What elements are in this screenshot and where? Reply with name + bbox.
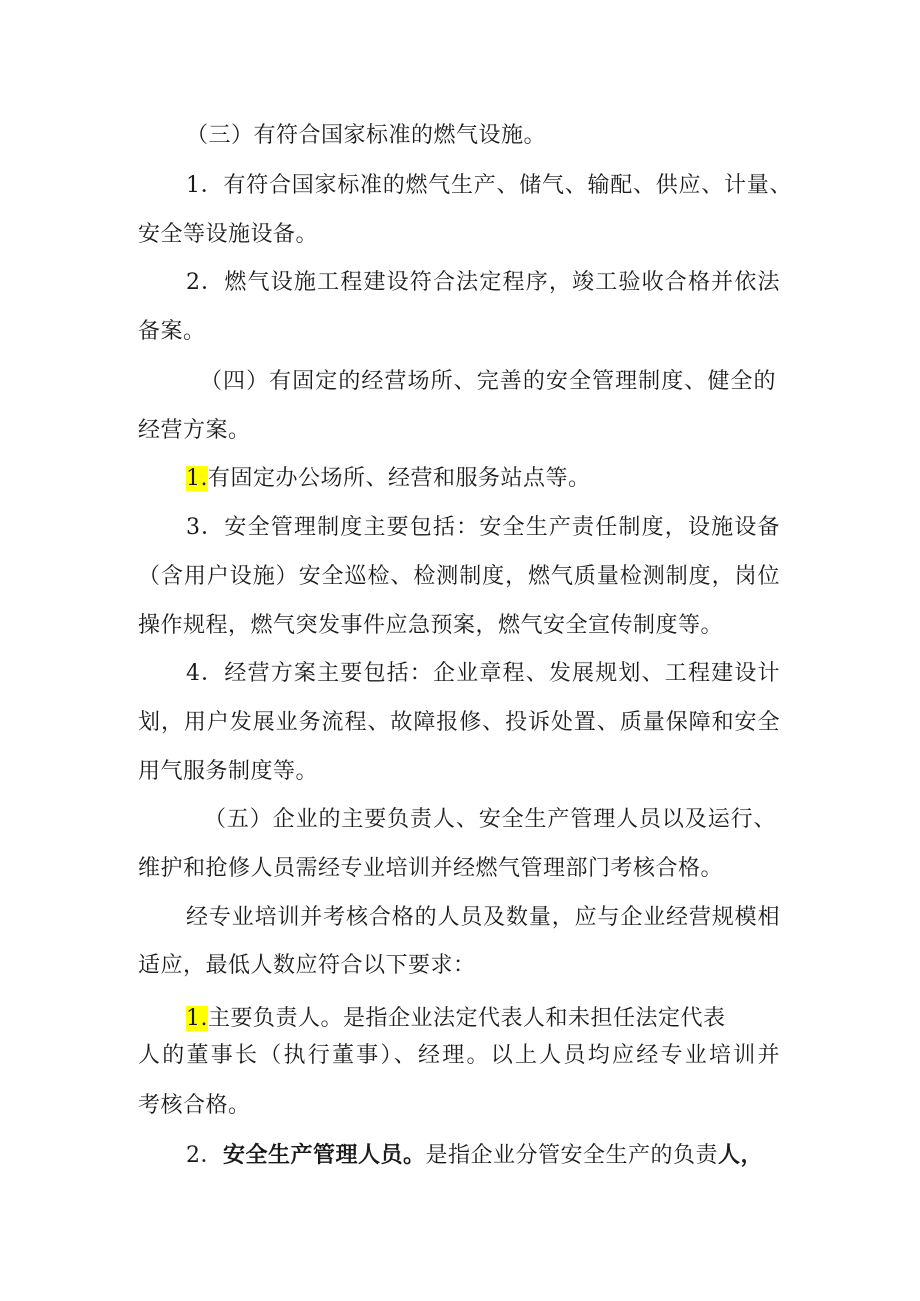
paragraph-5-intro-line-2: 适应，最低人数应符合以下要求： (138, 953, 476, 978)
section-heading-4-line-2: 经营方案。 (138, 418, 251, 443)
paragraph-4-1 (186, 464, 591, 494)
paragraph-3-2-line-1: 2．燃气设施工程建设符合法定程序，竣工验收合格并依法 (186, 270, 780, 295)
paragraph-3-1-line-1: 1．有符合国家标准的燃气生产、储气、输配、供应、计量、 (186, 173, 792, 198)
paragraph-5-2-text: 是指企业分管安全生产的负责 (425, 1143, 719, 1168)
paragraph-3-2-line-2: 备案。 (138, 319, 206, 344)
paragraph-5-1-line-1-text: 主要负责人。是指企业法定代表人和未担任法定代表 (208, 1006, 726, 1031)
highlighted-list-marker: 1. (186, 466, 208, 491)
paragraph-3-1-line-2: 安全等设施设备。 (138, 222, 319, 247)
paragraph-5-1-line-2: 人的董事长（执行董事）、经理。以上人员均应经专业培训并 (138, 1043, 780, 1068)
paragraph-4-3-line-3: 操作规程，燃气突发事件应急预案，燃气安全宣传制度等。 (138, 613, 724, 638)
paragraph-4-4-line-1: 4．经营方案主要包括：企业章程、发展规划、工程建设计 (186, 661, 780, 686)
paragraph-5-1-line-1 (186, 1004, 726, 1034)
bold-term: 安全生产管理人员。 (223, 1142, 426, 1168)
section-heading-4-line-1: （四）有固定的经营场所、完善的安全管理制度、健全的 (200, 369, 776, 394)
section-heading-3: （三）有符合国家标准的燃气设施。 (186, 123, 547, 148)
paragraph-4-3-line-2: （含用户设施）安全巡检、检测制度，燃气质量检测制度，岗位 (138, 564, 780, 589)
paragraph-4-3-line-1: 3．安全管理制度主要包括：安全生产责任制度，设施设备 (186, 515, 780, 540)
highlighted-list-marker: 1. (186, 1006, 208, 1031)
bold-trailing: 人， (718, 1142, 764, 1168)
paragraph-4-1-text: 有固定办公场所、经营和服务站点等。 (208, 466, 591, 491)
list-number: 2． (186, 1143, 223, 1168)
paragraph-5-1-line-3: 考核合格。 (138, 1093, 251, 1118)
section-heading-5-line-2: 维护和抢修人员需经专业培训并经燃气管理部门考核合格。 (138, 856, 724, 881)
paragraph-4-4-line-3: 用气服务制度等。 (138, 759, 319, 784)
section-heading-5-line-1: （五）企业的主要负责人、安全生产管理人员以及运行、 (204, 807, 776, 832)
paragraph-4-4-line-2: 划，用户发展业务流程、故障报修、投诉处置、质量保障和安全 (138, 710, 780, 735)
paragraph-5-2-line-1 (186, 1140, 763, 1171)
paragraph-5-intro-line-1: 经专业培训并考核合格的人员及数量，应与企业经营规模相 (186, 905, 780, 930)
